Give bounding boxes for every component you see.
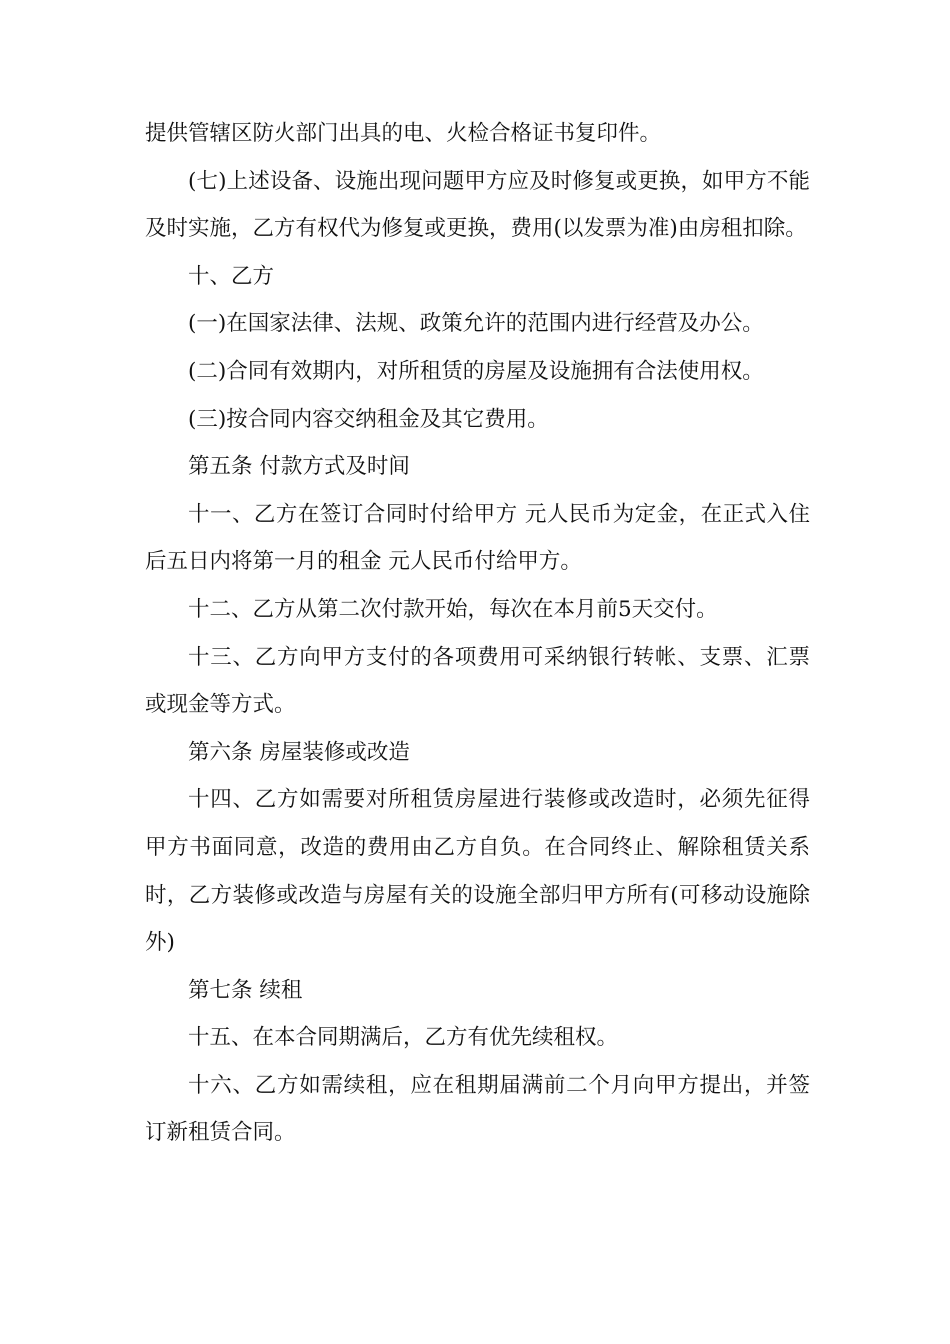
- paragraph-12: 十四、乙方如需要对所租赁房屋进行装修或改造时，必须先征得甲方书面同意，改造的费用由乙方自负。在合同终止、解除租赁关系时，乙方装修或改造与房屋有关的设施全部归甲方所有(可移动设施除外): [145, 787, 810, 956]
- paragraph-14: 十五、在本合同期满后，乙方有优先续租权。: [188, 1025, 619, 1051]
- paragraph-2: (七)上述设备、设施出现问题甲方应及时修复或更换，如甲方不能及时实施，乙方有权代为修复或更换，费用(以发票为准)由房租扣除。: [145, 168, 810, 242]
- paragraph-9: 十二、乙方从第二次付款开始，每次在本月前5天交付。: [188, 596, 718, 622]
- article-heading-6: 第六条 房屋装修或改造: [188, 739, 410, 765]
- article-heading-7: 第七条 续租: [188, 977, 303, 1003]
- paragraph-4: (一)在国家法律、法规、政策允许的范围内进行经营及办公。: [188, 311, 764, 337]
- paragraph-15: 十六、乙方如需续租，应在租期届满前二个月向甲方提出，并签订新租赁合同。: [145, 1072, 810, 1146]
- paragraph-10: 十三、乙方向甲方支付的各项费用可采纳银行转帐、支票、汇票或现金等方式。: [145, 644, 810, 718]
- paragraph-8: 十一、乙方在签订合同时付给甲方 元人民币为定金，在正式入住后五日内将第一月的租金 元人民币付给甲方。: [145, 501, 810, 575]
- document-body: [145, 110, 810, 1157]
- paragraph-1: 提供管辖区防火部门出具的电、火检合格证书复印件。: [145, 121, 662, 146]
- article-heading-5: 第五条 付款方式及时间: [188, 454, 410, 480]
- paragraph-6: (三)按合同内容交纳租金及其它费用。: [188, 406, 549, 432]
- paragraph-5: (二)合同有效期内，对所租赁的房屋及设施拥有合法使用权。: [188, 358, 764, 384]
- section-heading-party-b: 十、乙方: [188, 263, 275, 289]
